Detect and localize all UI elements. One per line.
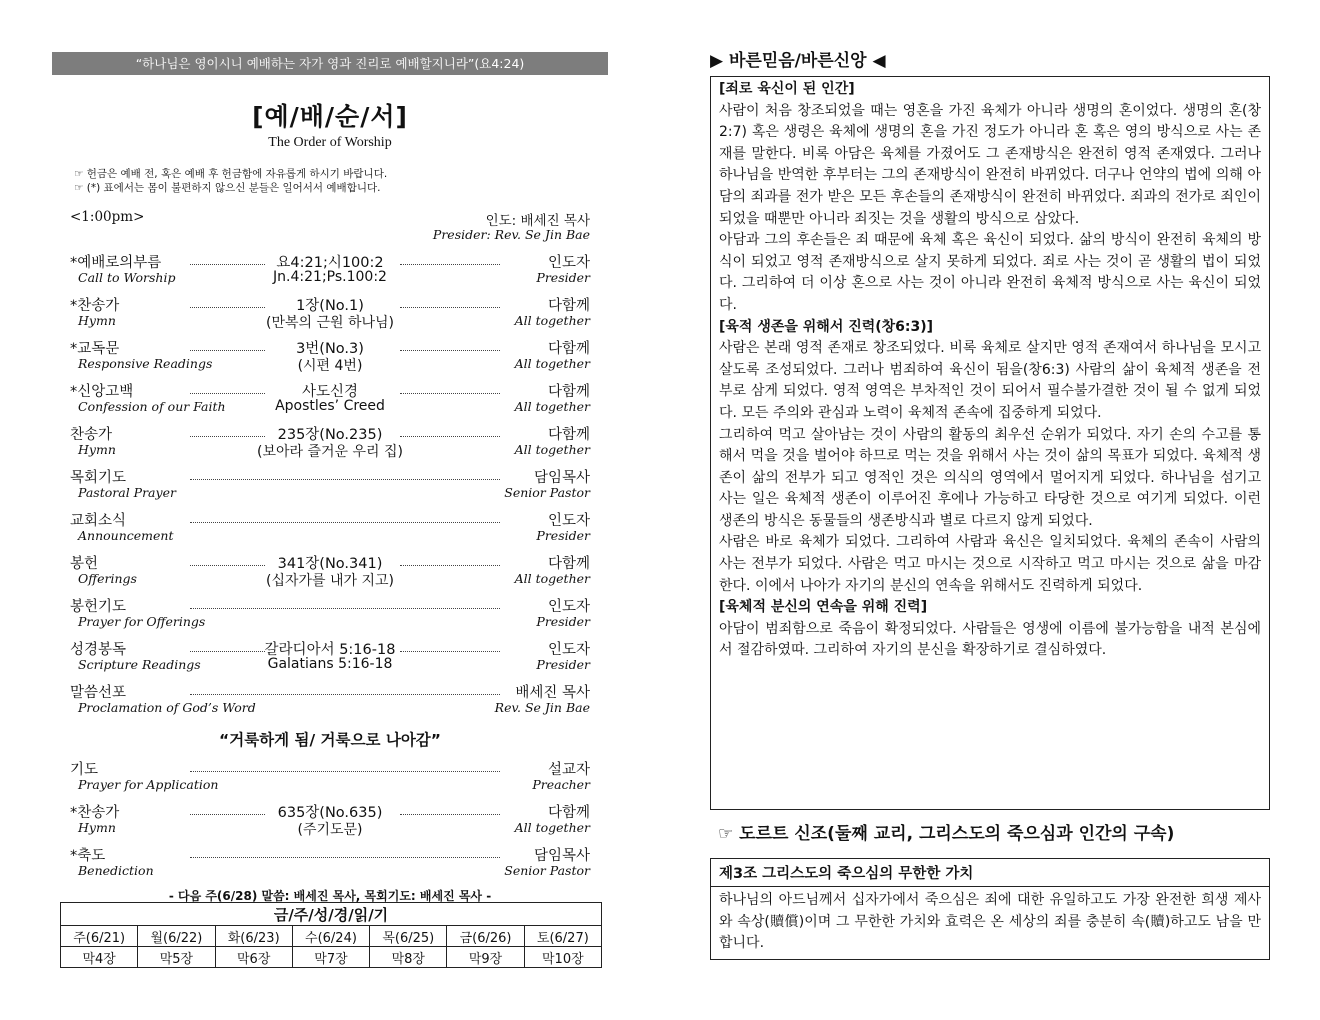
order-item-korean: *찬송가 xyxy=(70,298,120,314)
dotted-leader xyxy=(400,307,500,308)
dotted-leader xyxy=(400,565,500,566)
order-item-detail-sub: (만복의 근원 하나님) xyxy=(265,315,395,331)
order-item-detail-sub: (보아라 즐거운 우리 집) xyxy=(257,444,403,460)
order-item-korean: 교회소식 xyxy=(70,513,127,529)
order-item-leader-english: Presider xyxy=(536,270,590,285)
order-item-korean: *교독문 xyxy=(70,341,120,357)
bible-chapter: 막4장 xyxy=(61,947,138,968)
order-item-leader-english: Presider xyxy=(536,528,590,543)
order-item-english: Hymn xyxy=(78,313,116,328)
bible-chapter: 막8장 xyxy=(370,947,447,968)
order-item-detail-sub: Galatians 5:16-18 xyxy=(267,656,393,672)
order-item-korean: *예배로의부름 xyxy=(70,255,162,271)
note-standing: ☞ (*) 표에서는 몸이 불편하지 않으신 분들은 일어서서 예배합니다. xyxy=(74,182,381,194)
order-item-korean: *신앙고백 xyxy=(70,384,134,400)
order-item xyxy=(70,292,590,335)
weekly-bible-reading-table xyxy=(60,902,602,968)
page-subtitle: The Order of Worship xyxy=(268,135,392,150)
doctrine-box xyxy=(710,76,1270,810)
bible-day: 금(6/26) xyxy=(447,926,524,947)
bible-day: 월(6/22) xyxy=(138,926,215,947)
sermon-title: “거룩하게 됨/ 거룩으로 나아감” xyxy=(219,731,441,749)
dotted-leader xyxy=(190,393,265,394)
order-item-leader-english: Presider xyxy=(536,657,590,672)
order-item-detail: 235장(No.235) xyxy=(277,427,383,443)
bible-chapter: 막7장 xyxy=(292,947,369,968)
order-item xyxy=(70,756,590,799)
doctrine-paragraph: 아담이 범죄함으로 죽음이 확정되었다. 사람들은 영생에 이름에 불가능함을 내적 본심에서 절감하였따. 그리하여 자기의 분신을 확장하기로 결심하였다. xyxy=(719,620,1261,659)
order-item-english: Pastoral Prayer xyxy=(78,485,176,500)
order-item-leader-english: All together xyxy=(514,820,590,835)
order-item-korean: *찬송가 xyxy=(70,805,120,821)
order-item-leader: 담임목사 xyxy=(533,848,590,864)
order-item xyxy=(70,799,590,842)
order-item-leader-english: Senior Pastor xyxy=(504,863,590,878)
dotted-leader xyxy=(190,771,500,772)
order-item-leader: 인도자 xyxy=(547,255,590,271)
order-item-english: Proclamation of God’s Word xyxy=(78,700,256,715)
order-item-leader: 인도자 xyxy=(547,599,590,615)
order-item-detail: 341장(No.341) xyxy=(277,556,383,572)
order-item-detail-sub: Jn.4:21;Ps.100:2 xyxy=(273,269,387,285)
bible-day: 수(6/24) xyxy=(292,926,369,947)
order-item-leader-english: All together xyxy=(514,399,590,414)
order-item-english: Prayer for Application xyxy=(78,777,219,792)
leader-english: Presider: Rev. Se Jin Bae xyxy=(432,227,590,242)
order-item-leader: 배세진 목사 xyxy=(515,685,590,701)
doctrine-paragraph: 사람은 본래 영적 존재로 창조되었다. 비록 육체로 살지만 영적 존재여서 하나님을 모시고 살도록 조성되었다. 그러나 범죄하여 육신이 됨을(창6:3) 사람의 삶이 육체적 생존을 전부로 삼게 되었다. 영적 영역은 부차적인 것이 되어서 필수불가결한 것이 될 수 없게 되었다. 모든 주의와 관심과 노력이 육체적 존속에 집중하게 되었다. xyxy=(719,340,1261,421)
dotted-leader xyxy=(190,436,265,437)
article-body: 하나님의 아드님께서 십자가에서 죽으심은 죄에 대한 유일하고도 가장 완전한 희생 제사와 속상(贖償)이며 그 무한한 가치와 효력은 온 세상의 죄를 충분히 속(贖)하고도 남을 만합니다. xyxy=(719,892,1261,952)
dotted-leader xyxy=(400,350,500,351)
order-item xyxy=(70,679,590,722)
order-item-detail: 요4:21;시100:2 xyxy=(276,255,384,271)
order-item-detail-sub: (주기도문) xyxy=(297,822,363,838)
order-item-leader-english: Preacher xyxy=(532,777,590,792)
order-item-leader-english: All together xyxy=(514,571,590,586)
order-item-english: Scripture Readings xyxy=(78,657,201,672)
order-item-leader: 담임목사 xyxy=(533,470,590,486)
bible-table-title: 금/주/성/경/읽/기 xyxy=(61,903,602,926)
order-item-leader-english: All together xyxy=(514,442,590,457)
order-item xyxy=(70,550,590,593)
dotted-leader xyxy=(190,857,500,858)
order-item-detail: 갈라디아서 5:16-18 xyxy=(264,642,396,658)
dordt-heading: ☞ 도르트 신조(둘째 교리, 그리스도의 죽으심과 인간의 구속) xyxy=(718,824,1175,844)
dotted-leader xyxy=(190,479,500,480)
order-item-english: Announcement xyxy=(78,528,174,543)
order-item xyxy=(70,335,590,378)
order-item-korean: 기도 xyxy=(70,762,99,778)
order-item xyxy=(70,636,590,679)
dotted-leader xyxy=(190,565,265,566)
dotted-leader xyxy=(400,393,500,394)
order-item-english: Benediction xyxy=(78,863,154,878)
dotted-leader xyxy=(190,814,265,815)
bible-chapter: 막6장 xyxy=(215,947,292,968)
bible-days-row xyxy=(61,926,602,947)
dotted-leader xyxy=(400,264,500,265)
order-item-detail: 사도신경 xyxy=(301,384,359,400)
order-item-detail: 1장(No.1) xyxy=(296,298,364,314)
dotted-leader xyxy=(400,436,500,437)
bible-chapter: 막5장 xyxy=(138,947,215,968)
dordt-article-box xyxy=(710,858,1270,960)
order-item-leader-english: Rev. Se Jin Bae xyxy=(494,700,590,715)
order-item xyxy=(70,507,590,550)
order-item-korean: *축도 xyxy=(70,848,106,864)
order-item-leader: 다함께 xyxy=(547,341,590,357)
order-item-leader: 다함께 xyxy=(547,556,590,572)
bible-day: 화(6/23) xyxy=(215,926,292,947)
order-item-english: Responsive Readings xyxy=(78,356,213,371)
note-offering: ☞ 헌금은 예배 전, 혹은 예배 후 헌금함에 자유롭게 하시기 바랍니다. xyxy=(74,168,388,180)
dotted-leader xyxy=(190,307,265,308)
dotted-leader xyxy=(400,651,500,652)
order-item-english: Confession of our Faith xyxy=(78,399,226,414)
order-item-detail-sub: Apostles’ Creed xyxy=(275,398,385,414)
doctrine-section-title: [육체적 분신의 연속을 위해 진력] xyxy=(719,599,928,616)
order-item xyxy=(70,464,590,507)
order-item-korean: 성경봉독 xyxy=(70,642,127,658)
order-item-english: Hymn xyxy=(78,442,116,457)
doctrine-section-title: [육적 생존을 위해서 진력(창6:3)] xyxy=(719,318,934,335)
bible-day: 토(6/27) xyxy=(524,926,601,947)
doctrine-section-title: [죄로 육신이 된 인간] xyxy=(719,81,855,97)
service-time-row xyxy=(52,207,608,247)
doctrine-paragraph: 사람은 바로 육체가 되었다. 그리하여 사람과 육신은 일치되었다. 육체의 존속이 사람의 사는 전부가 되었다. 사람은 먹고 마시는 것으로 시작하고 먹고 마시는 것으로 삶을 마감한다. 이에서 나아가 자기의 분신의 연속을 위해서도 진력하게 되었다. xyxy=(719,534,1261,594)
order-item-leader-english: Presider xyxy=(536,614,590,629)
bible-chapter: 막10장 xyxy=(524,947,601,968)
order-item-korean: 말씀선포 xyxy=(70,685,127,701)
worship-order-page xyxy=(52,52,608,967)
bible-day: 목(6/25) xyxy=(370,926,447,947)
bible-chapters-row xyxy=(61,947,602,968)
notes xyxy=(52,167,608,195)
dotted-leader xyxy=(190,608,500,609)
order-item-leader: 인도자 xyxy=(547,513,590,529)
order-item xyxy=(70,249,590,292)
order-item-korean: 봉헌 xyxy=(70,556,99,572)
order-item-detail-sub: (시편 4번) xyxy=(297,358,363,374)
dotted-leader xyxy=(400,814,500,815)
order-item-english: Call to Worship xyxy=(78,270,176,285)
order-item-leader: 다함께 xyxy=(547,298,590,314)
order-item-leader: 인도자 xyxy=(547,642,590,658)
order-item-english: Offerings xyxy=(78,571,137,586)
article-title: 제3조 그리스도의 죽으심의 무한한 가치 xyxy=(711,859,1269,887)
order-item-detail: 635장(No.635) xyxy=(277,805,383,821)
order-item-korean: 찬송가 xyxy=(70,427,113,443)
order-item-leader-english: All together xyxy=(514,356,590,371)
order-item-leader: 다함께 xyxy=(547,427,590,443)
order-list xyxy=(52,249,608,722)
dotted-leader xyxy=(190,264,265,265)
order-item-english: Prayer for Offerings xyxy=(78,614,206,629)
order-item-detail: 3번(No.3) xyxy=(296,341,364,357)
doctrine-paragraph: 아담과 그의 후손들은 죄 때문에 육체 혹은 육신이 되었다. 삶의 방식이 완전히 육체의 방식이 되었고 영적 존재방식으로 살지 못하게 되었다. 죄로 사는 것이 곧 생활의 법이 되었다. 그리하여 더 이상 혼으로 사는 것이 아니라 완전히 육체적 방식으로 사는 육신이 되었다. xyxy=(719,232,1262,313)
service-time: <1:00pm> xyxy=(70,209,145,225)
doctrine-paragraph: 사람이 처음 창조되었을 때는 영혼을 가진 육체가 아니라 생명의 혼이었다. 생명의 혼(창2:7) 혹은 생령은 육체에 생명의 혼을 가진 정도가 아니라 혼 혹은 영의 방식으로 사는 존재를 말한다. 비록 아담은 육체를 가졌어도 그 존재방식은 완전히 영적 존재였다. 그러나 하나님을 반역한 후부터는 그의 존재방식이 완전히 바뀌었다. 더구나 언약의 법에 의해 아담의 죄과를 전가 받은 모든 후손들의 존재방식이 완전히 바뀌었다. 죄과의 전가로 죄인이 되었을 때뿐만 아니라 죄짓는 것을 생활의 방식으로 삼았다. xyxy=(719,102,1261,227)
order-item xyxy=(70,842,590,885)
dotted-leader xyxy=(190,694,500,695)
order-item-leader-english: Senior Pastor xyxy=(504,485,590,500)
order-item-english: Hymn xyxy=(78,820,116,835)
order-item xyxy=(70,593,590,636)
next-week-info: - 다음 주(6/28) 말씀: 배세진 목사, 목회기도: 배세진 목사 - xyxy=(168,889,492,903)
order-item-leader: 다함께 xyxy=(547,805,590,821)
order-item-leader: 설교자 xyxy=(547,762,590,778)
dotted-leader xyxy=(190,522,500,523)
leader-korean: 인도: 배세진 목사 xyxy=(485,213,590,229)
order-item-leader: 다함께 xyxy=(547,384,590,400)
order-item-korean: 목회기도 xyxy=(70,470,127,486)
order-item-leader-english: All together xyxy=(514,313,590,328)
page-title: [예/배/순/서] xyxy=(252,102,408,131)
doctrine-page xyxy=(710,46,1270,960)
dotted-leader xyxy=(190,651,265,652)
order-item xyxy=(70,378,590,421)
order-item-korean: 봉헌기도 xyxy=(70,599,127,615)
doctrine-paragraph: 그리하여 먹고 살아남는 것이 사람의 활동의 최우선 순위가 되었다. 자기 손의 수고를 통해서 먹을 것을 벌어야 하므로 먹는 것을 위해서 사는 것이 삶의 목표가 되었다. 육체적 생존이 삶의 전부가 되고 영적인 것은 의식의 영역에서 멀어지게 되었다. 하나님을 섬기고 사는 일은 육체적 생존이 이루어진 후에나 가능하고 타당한 것으로 여기게 되었다. 이런 생존의 방식은 동물들의 생존방식과 별로 다르지 않게 되었다. xyxy=(719,426,1261,529)
order-item xyxy=(70,421,590,464)
section-header: ▶ 바른믿음/바른신앙 ◀ xyxy=(710,51,886,71)
order-item-detail-sub: (십자가를 내가 지고) xyxy=(265,573,395,589)
bible-chapter: 막9장 xyxy=(447,947,524,968)
dotted-leader xyxy=(190,350,265,351)
bible-day: 주(6/21) xyxy=(61,926,138,947)
scripture-banner: “하나님은 영이시니 예배하는 자가 영과 진리로 예배할지니라”(요4:24) xyxy=(52,52,608,75)
order-list-after-sermon xyxy=(52,756,608,885)
